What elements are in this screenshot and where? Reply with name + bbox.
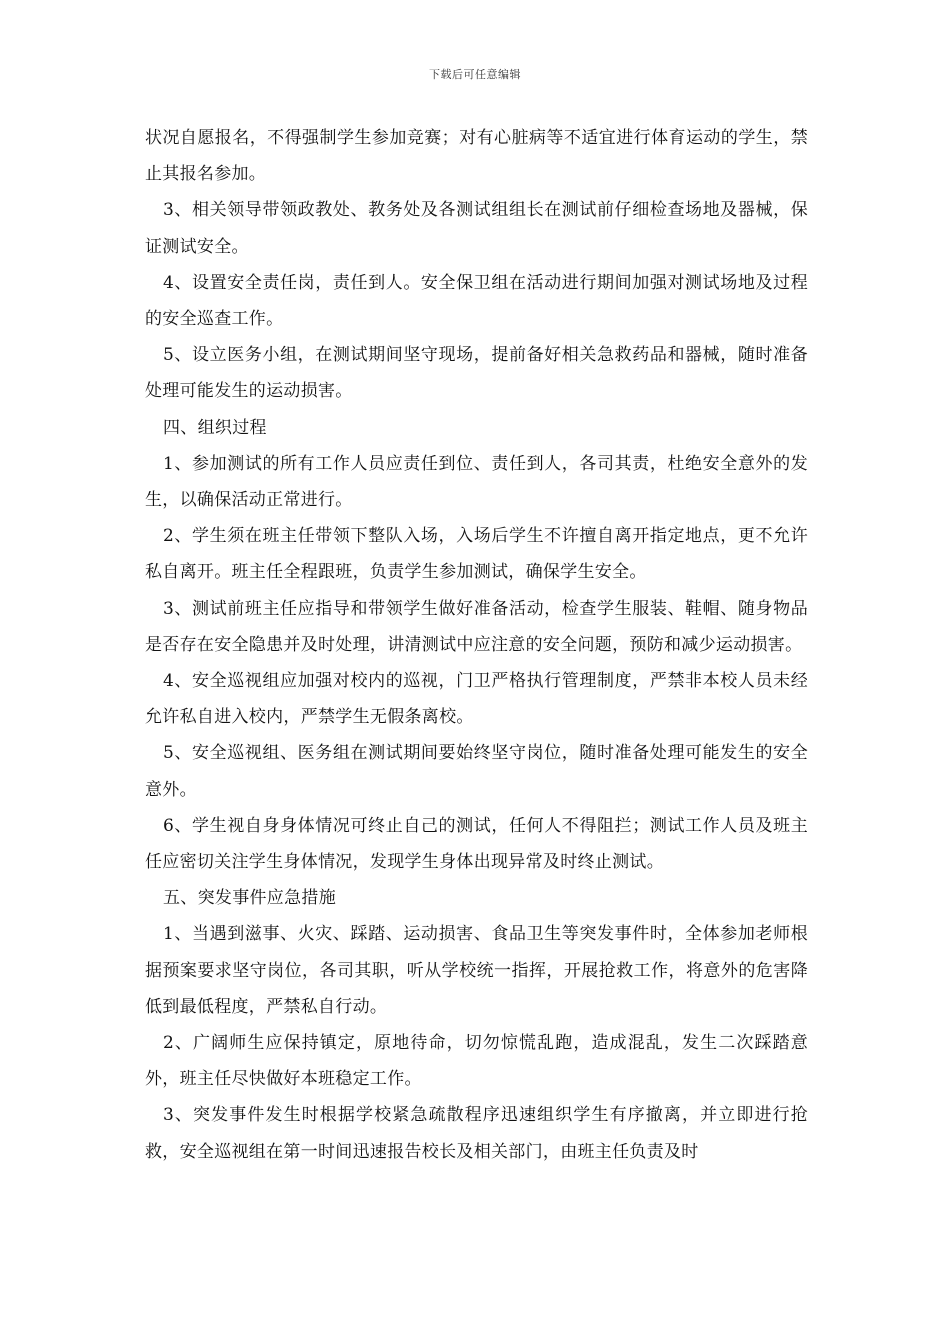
paragraph-org-item-3: 3、测试前班主任应指导和带领学生做好准备活动，检查学生服装、鞋帽、随身物品是否存在安全隐患并及时处理，讲清测试中应注意的安全问题，预防和减少运动损害。 xyxy=(145,598,808,655)
paragraph-item-5-medical-team: 5、设立医务小组，在测试期间坚守现场，提前备好相关急救药品和器械，随时准备处理可能发生的运动损害。 xyxy=(145,345,808,402)
document-body xyxy=(145,120,808,1170)
paragraph-emergency-item-1: 1、当遇到滋事、火灾、踩踏、运动损害、食品卫生等突发事件时，全体参加老师根据预案要求坚守岗位，各司其职，听从学校统一指挥，开展抢救工作，将意外的危害降低到最低程度，严禁私自行动。 xyxy=(145,924,808,1017)
section-heading-organization: 四、组织过程 xyxy=(163,417,267,438)
page-header: 下载后可任意编辑 xyxy=(429,68,521,81)
paragraph-org-item-5: 5、安全巡视组、医务组在测试期间要始终坚守岗位，随时准备处理可能发生的安全意外。 xyxy=(145,743,808,800)
paragraph-continuation: 状况自愿报名，不得强制学生参加竞赛；对有心脏病等不适宜进行体育运动的学生，禁止其报名参加。 xyxy=(145,128,808,185)
section-heading-emergency: 五、突发事件应急措施 xyxy=(163,888,336,909)
paragraph-org-item-1: 1、参加测试的所有工作人员应责任到位、责任到人，各司其责，杜绝安全意外的发生，以确保活动正常进行。 xyxy=(145,453,808,511)
paragraph-org-item-4: 4、安全巡视组应加强对校内的巡视，门卫严格执行管理制度，严禁非本校人员未经允许私自进入校内，严禁学生无假条离校。 xyxy=(145,671,808,728)
paragraph-emergency-item-3: 3、突发事件发生时根据学校紧急疏散程序迅速组织学生有序撤离，并立即进行抢救，安全巡视组在第一时间迅速报告校长及相关部门，由班主任负责及时 xyxy=(145,1105,808,1162)
paragraph-org-item-2: 2、学生须在班主任带领下整队入场，入场后学生不许擅自离开指定地点，更不允许私自离开。班主任全程跟班，负责学生参加测试，确保学生安全。 xyxy=(145,526,808,583)
paragraph-org-item-6: 6、学生视自身身体情况可终止自己的测试，任何人不得阻拦；测试工作人员及班主任应密切关注学生身体情况，发现学生身体出现异常及时终止测试。 xyxy=(145,815,808,873)
paragraph-emergency-item-2: 2、广阔师生应保持镇定，原地待命，切勿惊慌乱跑，造成混乱，发生二次踩踏意外，班主任尽快做好本班稳定工作。 xyxy=(145,1033,808,1090)
paragraph-item-3-equipment-check: 3、相关领导带领政教处、教务处及各测试组组长在测试前仔细检查场地及器械，保证测试安全。 xyxy=(145,200,808,257)
paragraph-item-4-safety-post: 4、设置安全责任岗，责任到人。安全保卫组在活动进行期间加强对测试场地及过程的安全巡查工作。 xyxy=(145,272,808,330)
